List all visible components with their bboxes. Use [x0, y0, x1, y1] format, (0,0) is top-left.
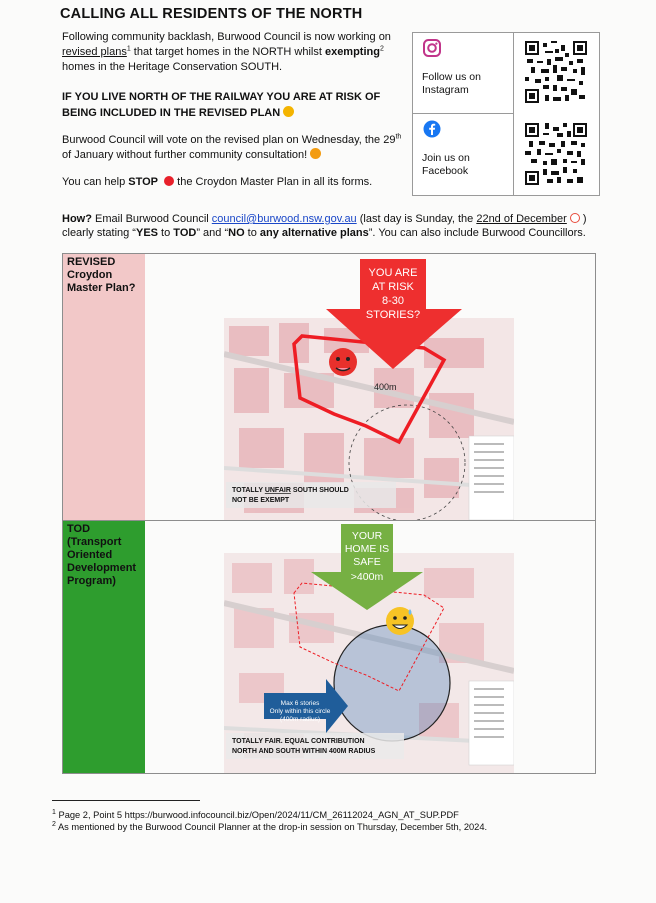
- intro-text-a: Following community backlash, Burwood Council is now working on: [62, 31, 391, 43]
- safe-arrow: [307, 524, 427, 612]
- safe-arrow-line-2: HOME IS: [344, 543, 390, 555]
- alarm-clock-icon: [570, 213, 580, 223]
- safe-arrow-line-3: SAFE: [353, 556, 381, 568]
- no-text: NO: [228, 227, 245, 239]
- vote-paragraph: [62, 133, 412, 163]
- help-text-a: You can help: [62, 176, 129, 188]
- tod-text: TOD: [173, 227, 197, 239]
- safe-arrow-line-1: YOUR: [351, 530, 383, 542]
- intro-text-c: homes in the Heritage Conservation SOUTH.: [62, 61, 283, 73]
- how-label: How?: [62, 213, 92, 225]
- how-text-e: ” and “: [196, 227, 229, 239]
- revised-plan-side-text: REVISED Croydon Master Plan?: [67, 256, 136, 294]
- how-instructions: [62, 212, 602, 240]
- instagram-qr-code[interactable]: [525, 41, 587, 103]
- how-text-f: to: [244, 227, 260, 239]
- facebook-qr-code[interactable]: [525, 123, 587, 185]
- unfair-caption-line-1: TOTALLY UNFAIR SOUTH SHOULD: [232, 487, 349, 494]
- risk-arrow-line-2: AT RISK: [372, 281, 414, 293]
- footnote-2: [52, 821, 487, 833]
- how-text-b: (last day is Sunday, the: [356, 213, 477, 225]
- risk-arrow-line-3: 8-30: [381, 295, 405, 307]
- radius-label: 400m: [374, 382, 397, 392]
- footnote-1: [52, 809, 459, 821]
- social-box: [412, 32, 600, 196]
- footnote-2-text: As mentioned by the Burwood Council Planner at the drop-in session on Thursday, December 5th, 2024.: [55, 822, 488, 832]
- facebook-icon[interactable]: [423, 120, 441, 138]
- footnote-1-sup: 1: [52, 808, 56, 816]
- vote-sup: th: [395, 133, 402, 141]
- council-email-link[interactable]: council@burwood.nsw.gov.au: [211, 213, 357, 225]
- help-text-b: the Croydon Master Plan in all its forms.: [177, 176, 373, 188]
- instagram-cell[interactable]: [413, 33, 513, 114]
- scream-emoji-icon: [310, 148, 321, 159]
- unfair-caption-line-2: NOT BE EXEMPT: [232, 497, 290, 504]
- how-text-c: ) clearly stating “: [62, 213, 587, 239]
- yes-text: YES: [135, 227, 158, 239]
- stop-text: STOP: [128, 176, 159, 188]
- page-title: CALLING ALL RESIDENTS OF THE NORTH: [60, 6, 363, 22]
- intro-paragraph: [62, 30, 412, 75]
- deadline-date: 22nd of December: [476, 213, 567, 225]
- instagram-label: Follow us on Instagram: [422, 71, 481, 96]
- help-paragraph: [62, 175, 412, 190]
- footnote-ref-2: 2: [379, 45, 384, 53]
- safe-arrow-line-4: >400m: [350, 571, 384, 583]
- tod-side-text: TOD (Transport Oriented Development Program): [67, 523, 137, 587]
- warning-paragraph: [62, 89, 412, 121]
- person-emoji-icon: [283, 106, 294, 117]
- revised-plan-panel: [62, 253, 596, 521]
- footnote-2-sup: 2: [52, 820, 56, 828]
- footnote-divider: [52, 800, 200, 801]
- alternative-plans-text: any alternative plans: [259, 227, 369, 239]
- vote-text-a: Burwood Council will vote on the revised plan on Wednesday, the 29: [62, 134, 396, 146]
- instagram-icon[interactable]: [423, 39, 441, 57]
- vote-text-b: of January without further community consultation!: [62, 149, 308, 161]
- facebook-cell[interactable]: [413, 114, 513, 194]
- tod-side-label: [63, 521, 145, 773]
- footnote-ref-1: 1: [126, 45, 131, 53]
- warning-text: IF YOU LIVE NORTH OF THE RAILWAY YOU ARE AT RISK OF BEING INCLUDED IN THE REVISED PLAN: [62, 91, 381, 119]
- risk-arrow: [322, 259, 466, 371]
- tod-panel: [62, 520, 596, 774]
- intro-text: [62, 30, 412, 202]
- risk-arrow-line-1: YOU ARE: [368, 267, 418, 279]
- facebook-label: Join us on Facebook: [422, 152, 470, 177]
- fair-caption-line-1: TOTALLY FAIR. EQUAL CONTRIBUTION: [232, 738, 365, 745]
- callout-line-2: Only within this circle: [269, 708, 331, 715]
- red-circle-icon: [164, 176, 174, 186]
- exempting-text: exempting: [324, 46, 380, 58]
- how-text-a: Email Burwood Council: [91, 213, 212, 225]
- how-text-g: ”. You can also include Burwood Councillors.: [368, 227, 586, 239]
- footnote-1-text: Page 2, Point 5 https://burwood.infocouncil.biz/Open/2024/11/CM_26112024_AGN_AT_SUP.PDF: [55, 810, 459, 820]
- callout-line-3: (400m radius): [279, 716, 321, 723]
- intro-text-b: that target homes in the NORTH whilst: [130, 46, 325, 58]
- risk-arrow-line-4: STORIES?: [365, 309, 421, 321]
- how-text-d: to: [158, 227, 174, 239]
- callout-line-1: Max 6 stories: [280, 700, 320, 707]
- fair-caption-line-2: NORTH AND SOUTH WITHIN 400M RADIUS: [232, 748, 376, 755]
- revised-plans-text: revised plans: [62, 46, 127, 58]
- revised-plan-side-label: [63, 254, 145, 520]
